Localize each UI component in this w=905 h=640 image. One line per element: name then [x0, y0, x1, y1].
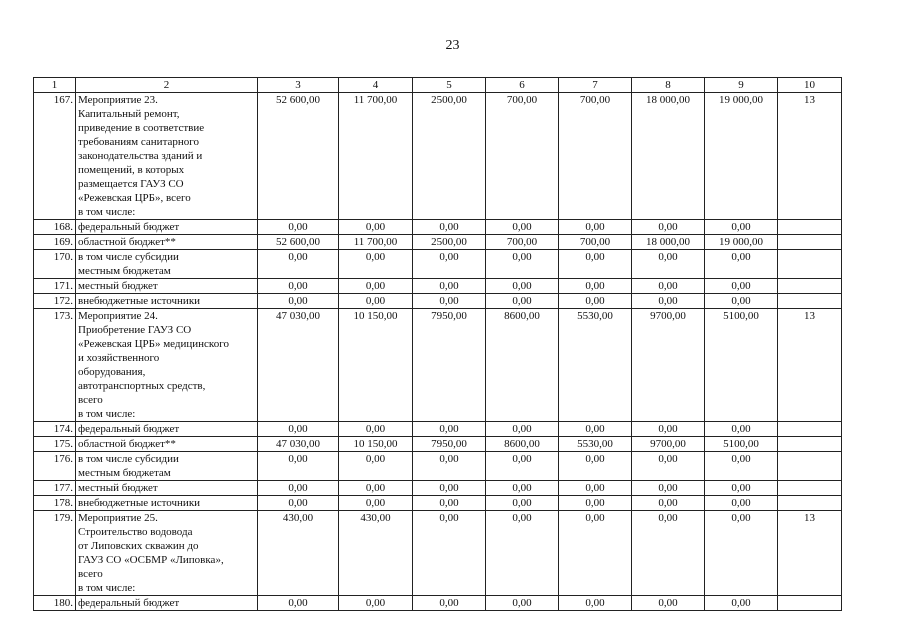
- value-cell: 0,00: [632, 422, 705, 437]
- column-header: 1: [34, 78, 76, 93]
- value-cell: 0,00: [258, 422, 339, 437]
- value-cell: 0,00: [258, 452, 339, 481]
- value-cell: 0,00: [486, 250, 559, 279]
- column-10-cell: [778, 294, 842, 309]
- row-name: областной бюджет**: [76, 437, 258, 452]
- column-header: 6: [486, 78, 559, 93]
- value-cell: 0,00: [339, 422, 413, 437]
- value-cell: 700,00: [486, 235, 559, 250]
- value-cell: 0,00: [413, 220, 486, 235]
- value-cell: 5100,00: [705, 309, 778, 422]
- table-row: [34, 452, 842, 481]
- value-cell: 11 700,00: [339, 235, 413, 250]
- row-number: 173.: [34, 309, 76, 422]
- value-cell: 0,00: [559, 250, 632, 279]
- value-cell: 430,00: [258, 511, 339, 596]
- value-cell: 0,00: [339, 496, 413, 511]
- value-cell: 0,00: [486, 294, 559, 309]
- value-cell: 18 000,00: [632, 235, 705, 250]
- value-cell: 0,00: [339, 452, 413, 481]
- row-name: Мероприятие 24. Приобретение ГАУЗ СО «Режевская ЦРБ» медицинского и хозяйственного оборудования, автотранспортных средств, всего в том числе:: [76, 309, 258, 422]
- value-cell: 0,00: [486, 511, 559, 596]
- value-cell: 0,00: [413, 496, 486, 511]
- value-cell: 47 030,00: [258, 437, 339, 452]
- value-cell: 18 000,00: [632, 93, 705, 220]
- value-cell: 0,00: [258, 279, 339, 294]
- value-cell: 0,00: [413, 294, 486, 309]
- table-row: [34, 309, 842, 422]
- value-cell: 0,00: [705, 422, 778, 437]
- budget-table: [33, 77, 842, 611]
- table-row: [34, 511, 842, 596]
- column-header: 5: [413, 78, 486, 93]
- value-cell: 0,00: [559, 452, 632, 481]
- value-cell: 0,00: [339, 250, 413, 279]
- row-number: 167.: [34, 93, 76, 220]
- value-cell: 0,00: [705, 294, 778, 309]
- column-10-cell: [778, 279, 842, 294]
- row-name: местный бюджет: [76, 279, 258, 294]
- row-name: в том числе субсидии местным бюджетам: [76, 250, 258, 279]
- row-number: 176.: [34, 452, 76, 481]
- value-cell: 700,00: [559, 93, 632, 220]
- column-10-cell: [778, 422, 842, 437]
- value-cell: 0,00: [486, 596, 559, 611]
- row-name: федеральный бюджет: [76, 422, 258, 437]
- column-10-cell: 13: [778, 309, 842, 422]
- table-row: [34, 235, 842, 250]
- value-cell: 0,00: [339, 481, 413, 496]
- column-header: 4: [339, 78, 413, 93]
- value-cell: 2500,00: [413, 93, 486, 220]
- value-cell: 700,00: [486, 93, 559, 220]
- value-cell: 0,00: [413, 279, 486, 294]
- value-cell: 0,00: [559, 422, 632, 437]
- value-cell: 0,00: [705, 496, 778, 511]
- row-name: в том числе субсидии местным бюджетам: [76, 452, 258, 481]
- value-cell: 0,00: [486, 496, 559, 511]
- value-cell: 0,00: [705, 481, 778, 496]
- value-cell: 2500,00: [413, 235, 486, 250]
- column-10-cell: [778, 496, 842, 511]
- row-name: федеральный бюджет: [76, 596, 258, 611]
- value-cell: 11 700,00: [339, 93, 413, 220]
- value-cell: 0,00: [632, 596, 705, 611]
- value-cell: 0,00: [632, 511, 705, 596]
- page-number: 23: [445, 38, 460, 53]
- column-10-cell: [778, 596, 842, 611]
- value-cell: 0,00: [413, 452, 486, 481]
- row-name: Мероприятие 25. Строительство водовода от Липовских скважин до ГАУЗ СО «ОСБМР «Липовка», всего в том числе:: [76, 511, 258, 596]
- value-cell: 10 150,00: [339, 437, 413, 452]
- row-number: 171.: [34, 279, 76, 294]
- value-cell: 0,00: [258, 294, 339, 309]
- value-cell: 0,00: [559, 481, 632, 496]
- value-cell: 52 600,00: [258, 235, 339, 250]
- value-cell: 0,00: [632, 452, 705, 481]
- value-cell: 0,00: [632, 481, 705, 496]
- row-number: 178.: [34, 496, 76, 511]
- value-cell: 0,00: [486, 422, 559, 437]
- value-cell: 0,00: [486, 481, 559, 496]
- row-number: 172.: [34, 294, 76, 309]
- table-row: [34, 422, 842, 437]
- table-row: [34, 220, 842, 235]
- value-cell: 0,00: [258, 481, 339, 496]
- value-cell: 0,00: [486, 220, 559, 235]
- value-cell: 0,00: [632, 250, 705, 279]
- column-10-cell: [778, 452, 842, 481]
- table-row: [34, 93, 842, 220]
- value-cell: 9700,00: [632, 309, 705, 422]
- column-10-cell: [778, 220, 842, 235]
- value-cell: 0,00: [258, 220, 339, 235]
- value-cell: 8600,00: [486, 437, 559, 452]
- table-header-row: [34, 78, 842, 93]
- value-cell: 5530,00: [559, 309, 632, 422]
- row-number: 170.: [34, 250, 76, 279]
- value-cell: 0,00: [632, 220, 705, 235]
- row-name: Мероприятие 23. Капитальный ремонт, приведение в соответствие требованиям санитарного законодательства зданий и помещений, в которых размещается ГАУЗ СО «Режевская ЦРБ», всего в том числе:: [76, 93, 258, 220]
- column-header: 2: [76, 78, 258, 93]
- table-row: [34, 596, 842, 611]
- row-number: 175.: [34, 437, 76, 452]
- value-cell: 700,00: [559, 235, 632, 250]
- value-cell: 0,00: [486, 279, 559, 294]
- row-number: 177.: [34, 481, 76, 496]
- column-10-cell: [778, 250, 842, 279]
- value-cell: 0,00: [559, 511, 632, 596]
- table-row: [34, 294, 842, 309]
- value-cell: 0,00: [559, 220, 632, 235]
- column-header: 3: [258, 78, 339, 93]
- column-10-cell: [778, 481, 842, 496]
- table-row: [34, 481, 842, 496]
- value-cell: 0,00: [632, 496, 705, 511]
- table-row: [34, 250, 842, 279]
- value-cell: 0,00: [339, 596, 413, 611]
- value-cell: 0,00: [413, 596, 486, 611]
- table-row: [34, 437, 842, 452]
- column-10-cell: [778, 437, 842, 452]
- column-header: 8: [632, 78, 705, 93]
- value-cell: 0,00: [632, 294, 705, 309]
- value-cell: 0,00: [632, 279, 705, 294]
- table-row: [34, 496, 842, 511]
- value-cell: 0,00: [486, 452, 559, 481]
- value-cell: 19 000,00: [705, 93, 778, 220]
- column-10-cell: 13: [778, 93, 842, 220]
- table-body: [34, 93, 842, 611]
- value-cell: 5100,00: [705, 437, 778, 452]
- row-number: 180.: [34, 596, 76, 611]
- column-header: 9: [705, 78, 778, 93]
- value-cell: 0,00: [705, 250, 778, 279]
- value-cell: 52 600,00: [258, 93, 339, 220]
- row-number: 179.: [34, 511, 76, 596]
- column-10-cell: 13: [778, 511, 842, 596]
- value-cell: 0,00: [559, 596, 632, 611]
- row-number: 174.: [34, 422, 76, 437]
- value-cell: 430,00: [339, 511, 413, 596]
- row-name: федеральный бюджет: [76, 220, 258, 235]
- value-cell: 0,00: [413, 511, 486, 596]
- value-cell: 0,00: [413, 422, 486, 437]
- value-cell: 47 030,00: [258, 309, 339, 422]
- value-cell: 0,00: [339, 294, 413, 309]
- value-cell: 0,00: [705, 452, 778, 481]
- value-cell: 0,00: [413, 481, 486, 496]
- value-cell: 0,00: [705, 220, 778, 235]
- value-cell: 7950,00: [413, 309, 486, 422]
- row-name: внебюджетные источники: [76, 496, 258, 511]
- value-cell: 9700,00: [632, 437, 705, 452]
- value-cell: 5530,00: [559, 437, 632, 452]
- row-name: областной бюджет**: [76, 235, 258, 250]
- row-name: местный бюджет: [76, 481, 258, 496]
- table-row: [34, 279, 842, 294]
- value-cell: 8600,00: [486, 309, 559, 422]
- column-header: 10: [778, 78, 842, 93]
- value-cell: 0,00: [705, 596, 778, 611]
- value-cell: 0,00: [559, 279, 632, 294]
- value-cell: 19 000,00: [705, 235, 778, 250]
- column-10-cell: [778, 235, 842, 250]
- row-name: внебюджетные источники: [76, 294, 258, 309]
- row-number: 168.: [34, 220, 76, 235]
- value-cell: 0,00: [258, 250, 339, 279]
- value-cell: 0,00: [705, 279, 778, 294]
- value-cell: 0,00: [413, 250, 486, 279]
- value-cell: 10 150,00: [339, 309, 413, 422]
- value-cell: 0,00: [705, 511, 778, 596]
- value-cell: 0,00: [339, 279, 413, 294]
- row-number: 169.: [34, 235, 76, 250]
- value-cell: 0,00: [559, 294, 632, 309]
- column-header: 7: [559, 78, 632, 93]
- value-cell: 0,00: [339, 220, 413, 235]
- value-cell: 0,00: [559, 496, 632, 511]
- value-cell: 0,00: [258, 496, 339, 511]
- value-cell: 7950,00: [413, 437, 486, 452]
- value-cell: 0,00: [258, 596, 339, 611]
